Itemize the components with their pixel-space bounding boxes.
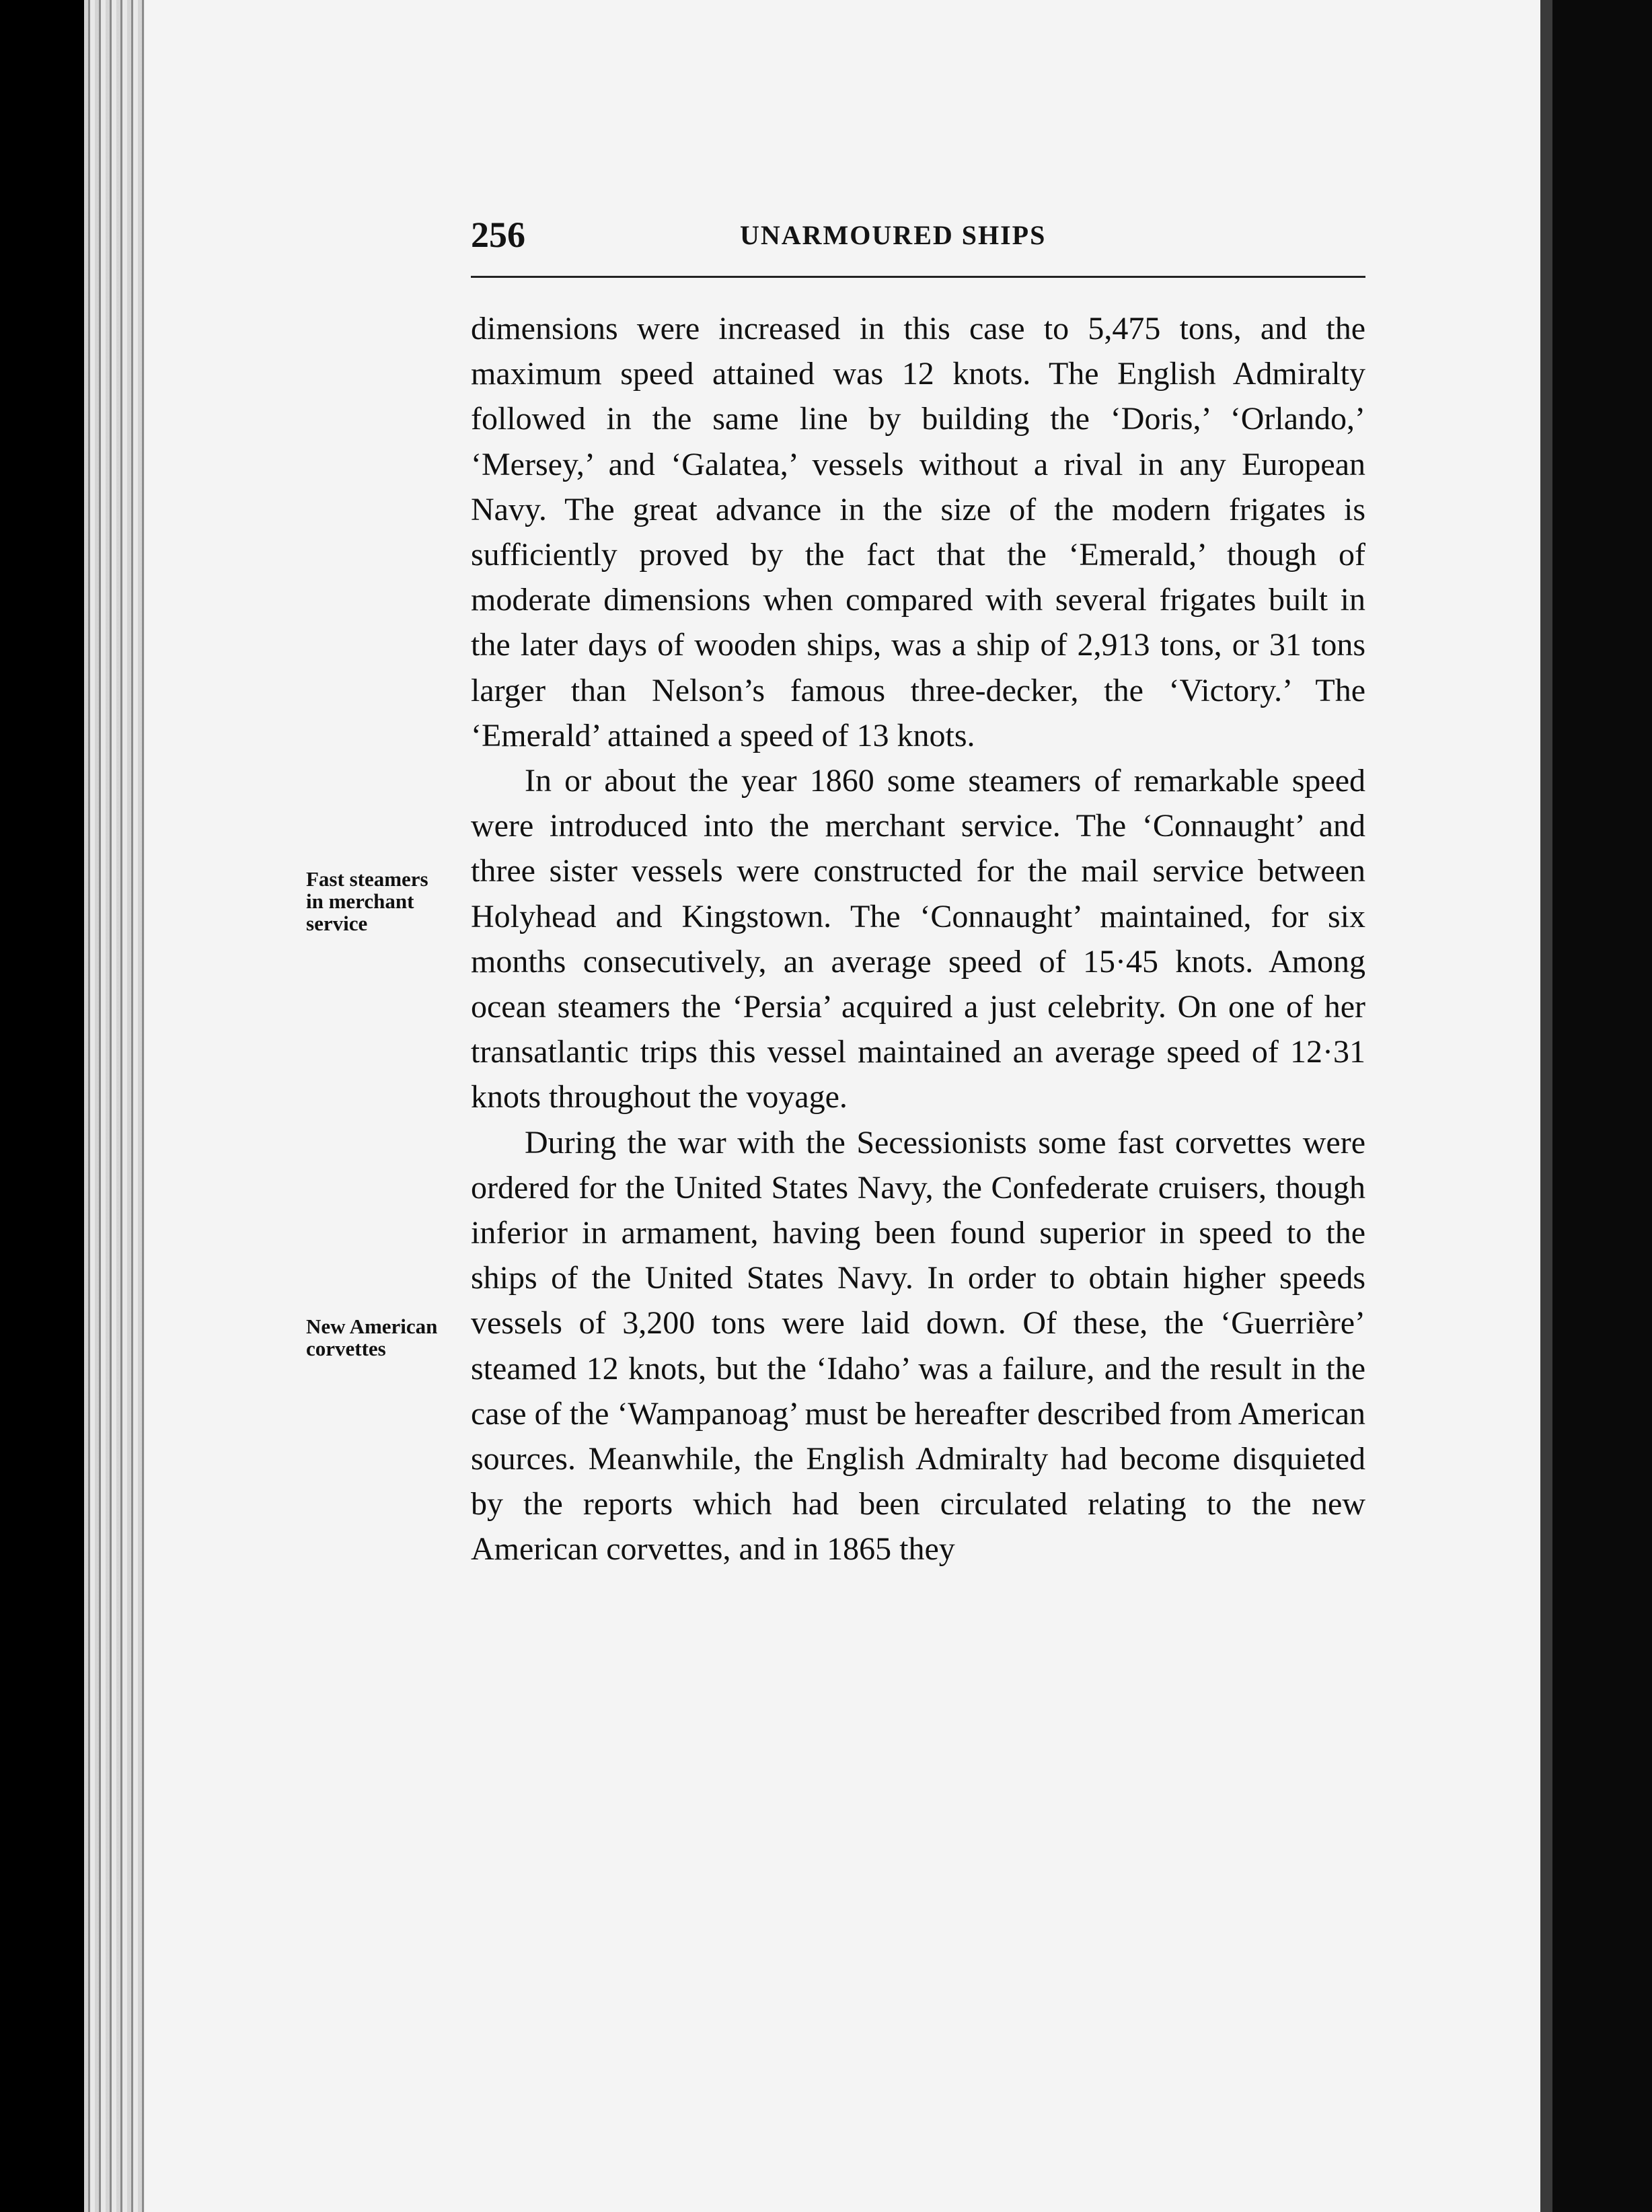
page-gutter-edges	[84, 0, 145, 2212]
paragraph-continued: dimensions were increased in this case to 5,475 tons, and the maximum speed attained was 12 knots. The English Admiralty followed in the same line by building the ‘Doris,’ ‘Orlando,’ ‘Mersey,’ and ‘Galatea,’ vessels without a rival in any European Navy. The great advance in the size of the modern frigates is sufficiently proved by the fact that the ‘Emerald,’ though of moderate dimensions when compared with several frigates built in the later days of wooden ships, was a ship of 2,913 tons, or 31 tons larger than Nelson’s famous three-decker, the ‘Victory.’ The ‘Emerald’ attained a speed of 13 knots.	[471, 311, 1365, 753]
body-text	[471, 306, 1365, 1572]
facing-page-edge	[1540, 0, 1552, 2212]
page-title: UNARMOURED SHIPS	[740, 220, 1047, 250]
paragraph-merchant-steamers: In or about the year 1860 some steamers of remarkable speed were introduced into the merchant service. The ‘Connaught’ and three sister vessels were constructed for the mail service between Holyhead and Kingstown. The ‘Connaught’ maintained, for six months consecutively, an average speed of 15·45 knots. Among ocean steamers the ‘Persia’ acquired a just celebrity. On one of her transatlantic trips this vessel maintained an average speed of 12·31 knots throughout the voyage.	[471, 763, 1365, 1115]
running-head	[471, 214, 1365, 268]
paragraph-american-corvettes: During the war with the Secessionists some fast corvettes were ordered for the United States Navy, the Confederate cruisers, though inferior in armament, having been found superior in speed to the ships of the United States Navy. In order to obtain higher speeds vessels of 3,200 tons were laid down. Of these, the ‘Guerrière’ steamed 12 knots, but the ‘Idaho’ was a failure, and the result in the case of the ‘Wampanoag’ must be hereafter described from American sources. Meanwhile, the English Admiralty had become disquieted by the reports which had been circulated relating to the new American corvettes, and in 1865 they	[471, 1124, 1365, 1568]
margin-note-fast-steamers: Fast steamers in merchant service	[306, 867, 428, 935]
page-number: 256	[471, 215, 525, 255]
margin-note-american-corvettes: New American corvettes	[306, 1315, 438, 1360]
scan-border	[1552, 0, 1652, 2212]
header-rule	[471, 276, 1365, 278]
